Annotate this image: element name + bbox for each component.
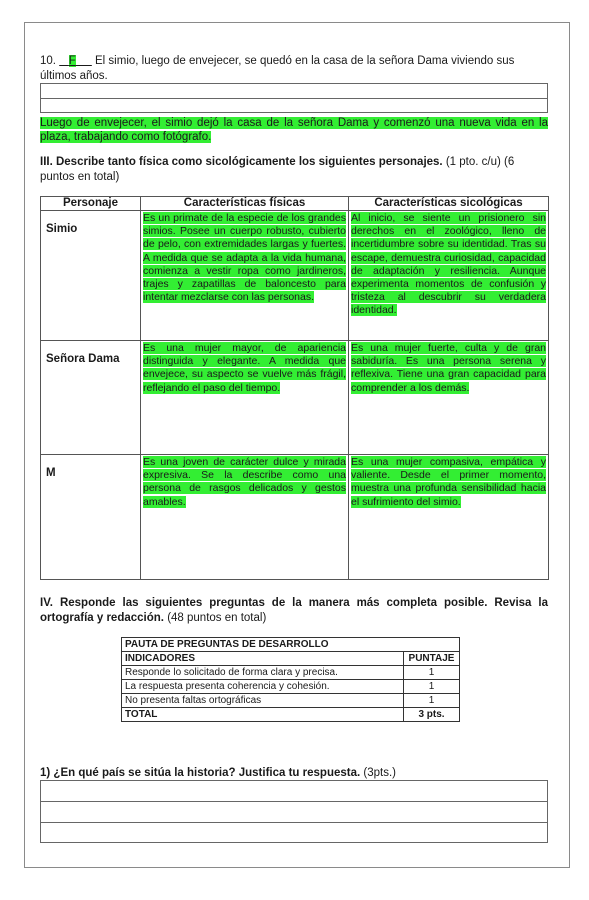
rubric-header-row [122, 652, 460, 666]
table-row-senora-dama [41, 341, 549, 455]
item-10-correction-text: Luego de envejecer, el simio dejó la casa de la señora Dama y comenzó una nueva vida en la plaza, trabajando como fotógrafo. [40, 117, 548, 143]
rubric-score: 1 [404, 666, 460, 680]
table-row [122, 694, 460, 708]
item-10 [40, 54, 550, 84]
psychological-description[interactable] [349, 455, 549, 580]
character-name: M [41, 455, 141, 580]
characters-table [40, 196, 549, 580]
item-10-answer-letter: F [68, 55, 76, 67]
psychological-description[interactable] [349, 211, 549, 341]
rubric-indicator: Responde lo solicitado de forma clara y precisa. [122, 666, 404, 680]
rubric-score: 1 [404, 680, 460, 694]
item-10-answer-lines[interactable] [40, 83, 548, 113]
physical-description-text: Es una joven de carácter dulce y mirada expresiva. Se la describe como una persona de rasgos delicados y gestos amables. [143, 456, 346, 508]
rubric-score: 1 [404, 694, 460, 708]
physical-description[interactable] [141, 455, 349, 580]
section-3-heading [40, 155, 548, 185]
psychological-description-text: Es una mujer fuerte, culta y de gran sabiduría. Es una persona serena y reflexiva. Tiene una gran capacidad para comprender a los demás. [351, 342, 546, 394]
item-10-statement: El simio, luego de envejecer, se quedó en la casa de la señora Dama viviendo sus últimos años. [40, 55, 515, 82]
answer-line[interactable] [40, 801, 548, 822]
answer-line[interactable] [40, 98, 548, 113]
psychological-description-text: Al inicio, se siente un prisionero sin derechos en el zoológico, lleno de incertidumbre sobre su identidad. Tras su escape, demuestra curiosidad, capacidad de adaptación y resiliencia. Aunque experimenta momentos de confusión y tristeza al descubrir su verdadera identidad. [351, 212, 546, 317]
answer-line[interactable] [40, 83, 548, 98]
rubric-total-row [122, 708, 460, 722]
rubric-indicator: No presenta faltas ortográficas [122, 694, 404, 708]
character-name: Simio [41, 211, 141, 341]
question-1-answer-lines[interactable] [40, 780, 548, 843]
table-row [122, 680, 460, 694]
physical-description-text: Es una mujer mayor, de apariencia distinguida y elegante. A medida que envejece, su aspecto se vuelve más frágil, reflejando el paso del tiempo. [143, 342, 346, 394]
rubric-total-value: 3 pts. [404, 708, 460, 722]
rubric-title-row [122, 638, 460, 652]
section-4-heading [40, 596, 548, 626]
rubric-title: PAUTA DE PREGUNTAS DE DESARROLLO [122, 638, 460, 652]
header-fisicas: Características físicas [141, 197, 349, 211]
answer-line[interactable] [40, 822, 548, 843]
psychological-description[interactable] [349, 341, 549, 455]
question-1-points: (3pts.) [363, 767, 396, 779]
section-3-title: III. Describe tanto física como sicológicamente los siguientes personajes. [40, 156, 443, 168]
rubric-indicator: La respuesta presenta coherencia y cohesión. [122, 680, 404, 694]
table-row [122, 666, 460, 680]
rubric-header-puntaje: PUNTAJE [404, 652, 460, 666]
section-4-title: IV. Responde las siguientes preguntas de la manera más completa posible. Revisa la ortografía y redacción. [40, 597, 548, 624]
section-4-points: (48 puntos en total) [167, 612, 267, 624]
section-3-points: (1 pto. c/u) (6 puntos en total) [40, 156, 515, 183]
characters-table-header [41, 197, 549, 211]
rubric-total-label: TOTAL [122, 708, 404, 722]
header-sicologicas: Características sicológicas [349, 197, 549, 211]
item-10-number: 10. [40, 55, 56, 67]
psychological-description-text: Es una mujer compasiva, empática y valiente. Desde el primer momento, muestra una profunda sensibilidad hacia el sufrimiento del simio. [351, 456, 546, 508]
question-1-text: 1) ¿En qué país se sitúa la historia? Justifica tu respuesta. [40, 767, 361, 779]
table-row-simio [41, 211, 549, 341]
rubric-table [121, 637, 460, 722]
physical-description-text: Es un primate de la especie de los grandes simios. Posee un cuerpo robusto, cubierto de pelo, con extremidades largas y fuertes. A medida que se adapta a la vida humana, comienza a vestir ropa como jardineros, trajes y zapatillas de baloncesto para intentar mezclarse con las personas. [143, 212, 346, 304]
rubric-header-indicadores: INDICADORES [122, 652, 404, 666]
question-1 [40, 766, 548, 781]
physical-description[interactable] [141, 341, 349, 455]
answer-line[interactable] [40, 780, 548, 801]
item-10-answer-blank[interactable] [59, 55, 92, 67]
header-personaje: Personaje [41, 197, 141, 211]
character-name: Señora Dama [41, 341, 141, 455]
item-10-correction [40, 116, 548, 144]
physical-description[interactable] [141, 211, 349, 341]
table-row-m [41, 455, 549, 580]
